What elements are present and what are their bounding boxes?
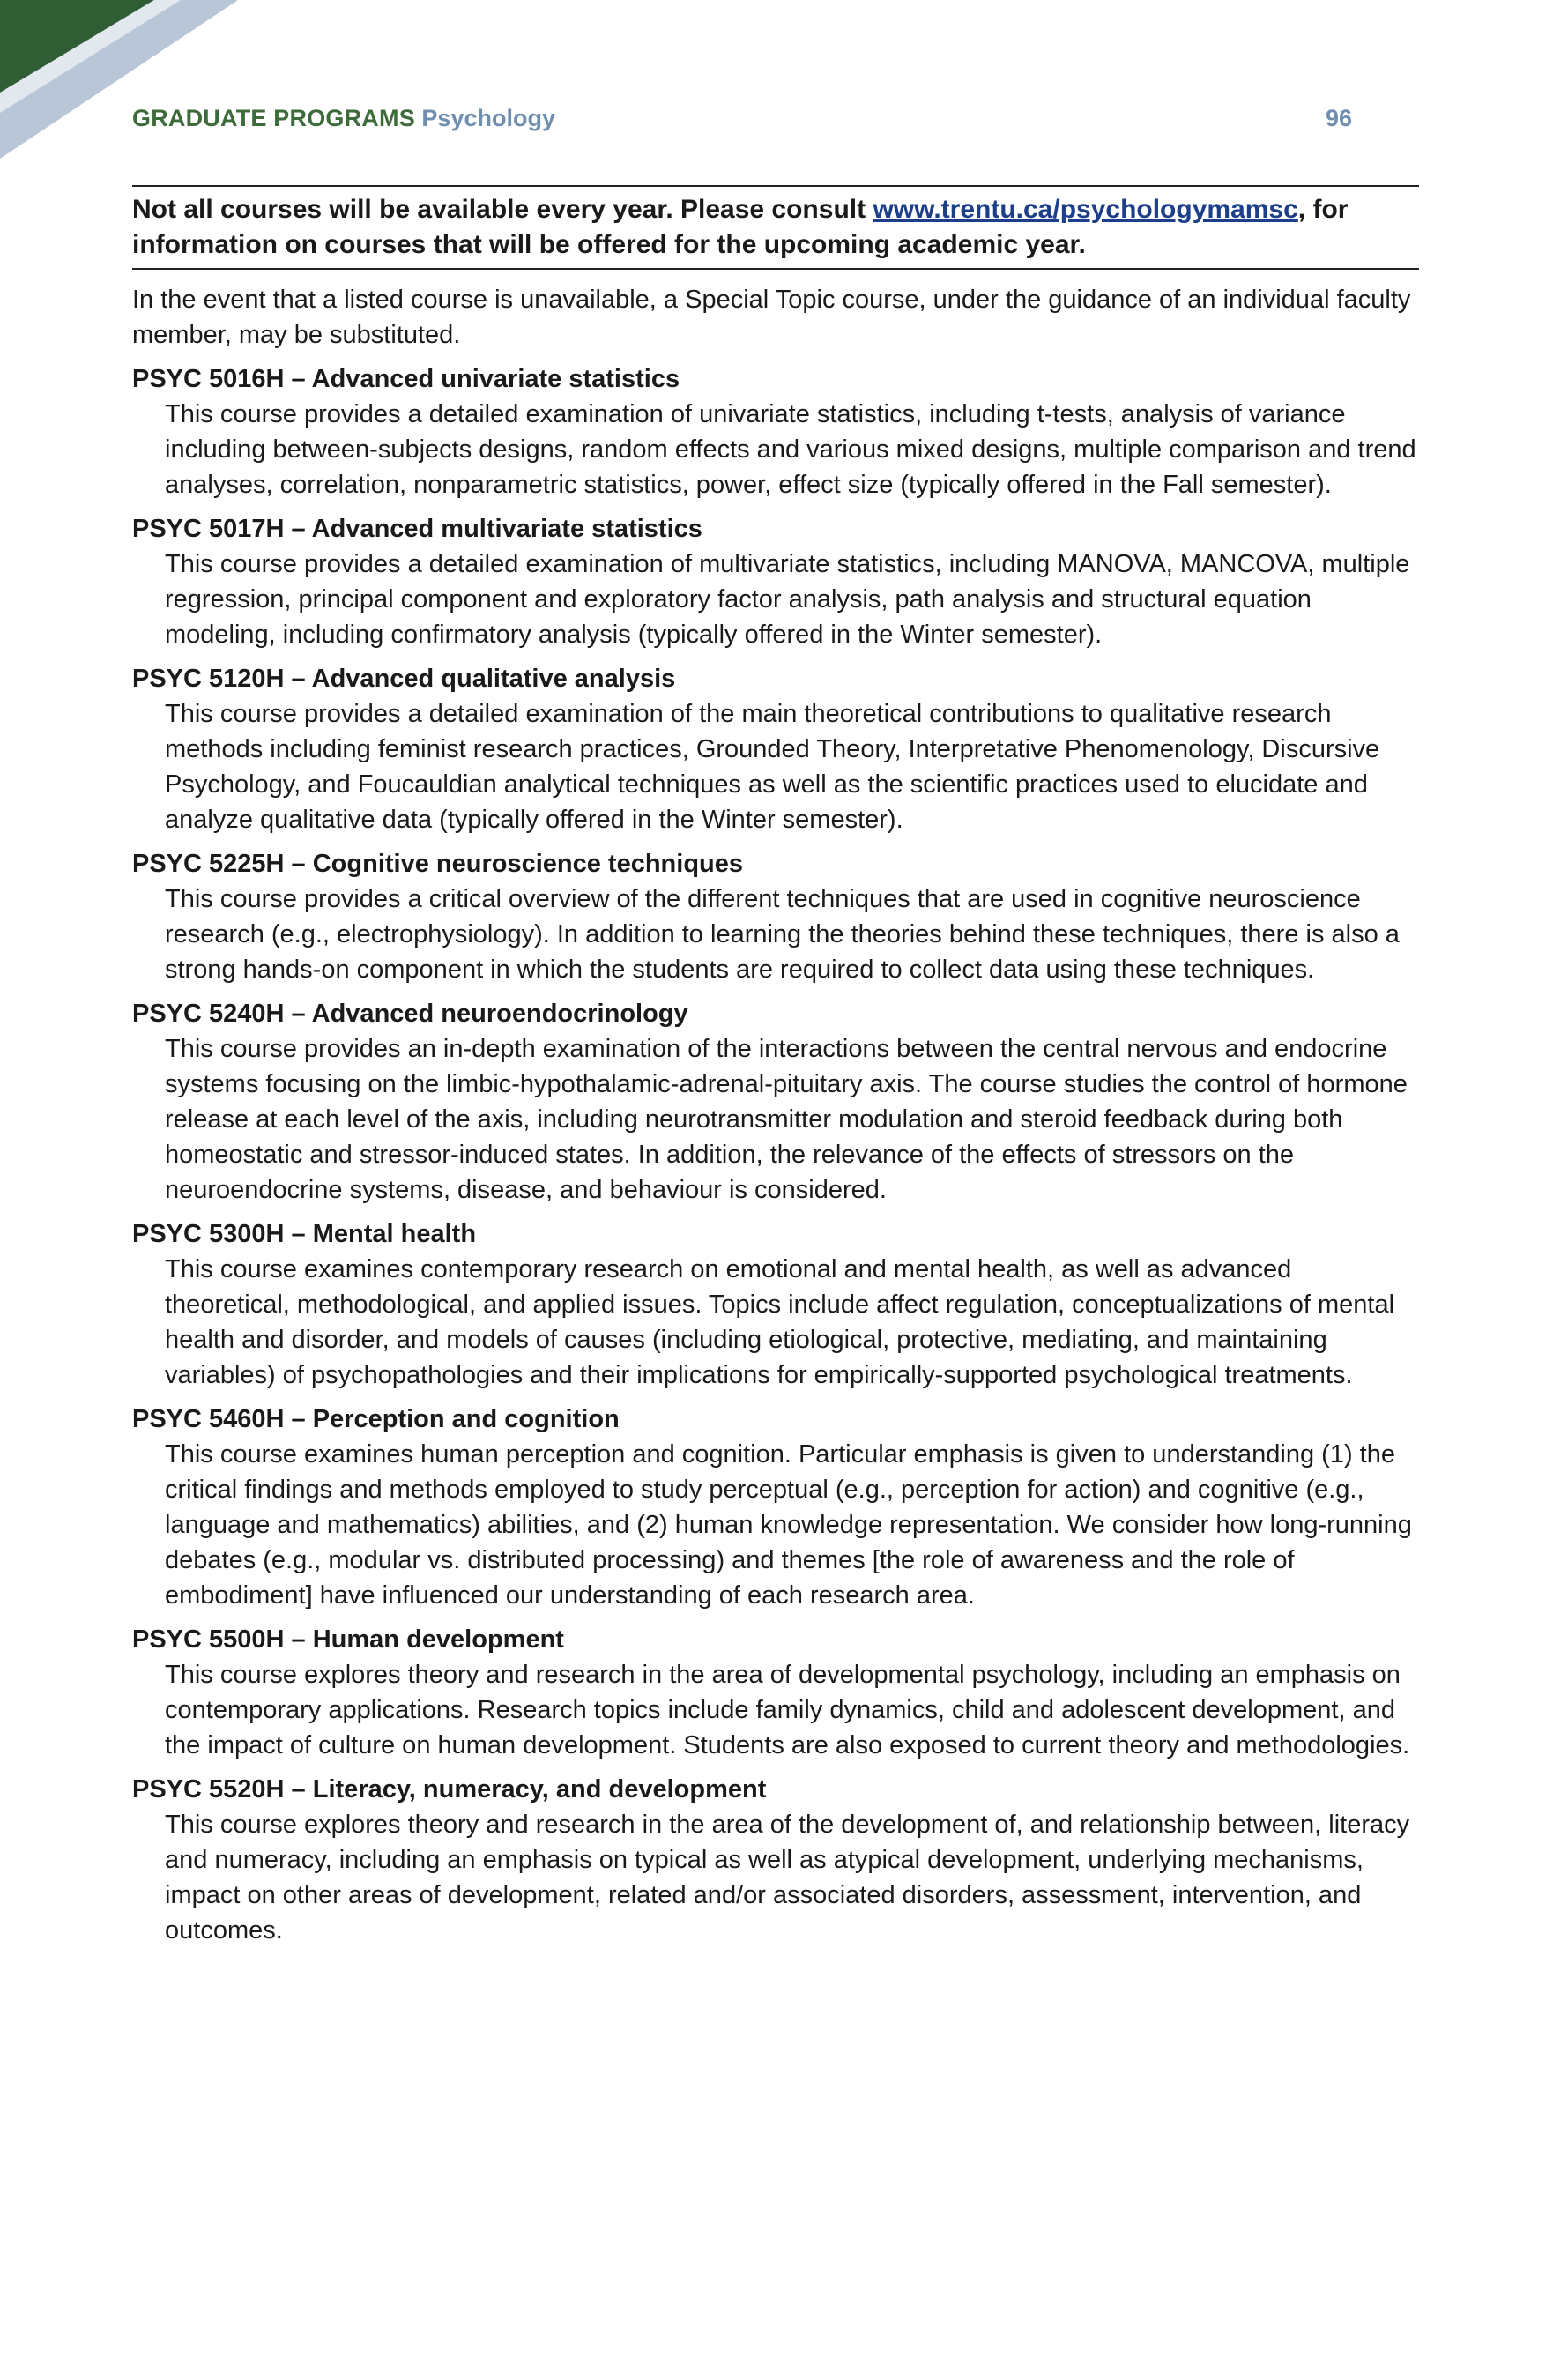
course-description: This course examines human perception and cognition. Particular emphasis is given to understanding (1) the critical findings and methods employed to study perceptual (e.g., perception for action) and cognitive (e.g., language and mathematics) abilities, and (2) human knowledge representation. We consider how long-running debates (e.g., modular vs. distributed processing) and themes [the role of awareness and the role of embodiment] have influenced our understanding of each research area.: [165, 1440, 1412, 1610]
course-title: PSYC 5016H – Advanced univariate statistics: [132, 365, 680, 393]
course-description: This course provides a detailed examination of multivariate statistics, including MANOVA, MANCOVA, multiple regression, principal component and exploratory factor analysis, path analysis and structural equation modeling, including confirmatory analysis (typically offered in the Winter semester).: [165, 550, 1410, 649]
course-entry: [132, 1622, 1419, 1763]
course-entry: [132, 1772, 1419, 1948]
program-website-link[interactable]: www.trentu.ca/psychologymamsc: [873, 195, 1298, 224]
availability-notice: [132, 185, 1419, 270]
course-description: This course provides a critical overview of the different techniques that are used in cognitive neuroscience research (e.g., electrophysiology). In addition to learning the theories behind these techniques, there is also a strong hands-on component in which the students are required to collect data using these techniques.: [165, 885, 1400, 984]
course-title: PSYC 5225H – Cognitive neuroscience techniques: [132, 850, 744, 878]
course-title: PSYC 5017H – Advanced multivariate statistics: [132, 515, 702, 543]
course-entry: [132, 846, 1419, 987]
running-header: [132, 100, 1421, 136]
header-subject: Psychology: [421, 105, 555, 131]
course-entry: [132, 1402, 1419, 1613]
course-description: This course provides a detailed examination of the main theoretical contributions to qualitative research methods including feminist research practices, Grounded Theory, Interpretative Phenomenology, Discursive Psychology, and Foucauldian analytical techniques as well as the scientific practices used to elucidate and analyze qualitative data (typically offered in the Winter semester).: [165, 700, 1380, 834]
course-description: This course provides a detailed examination of univariate statistics, including t-tests, analysis of variance including between-subjects designs, random effects and various mixed designs, multiple comparison and trend analyses, correlation, nonparametric statistics, power, effect size (typically offered in the Fall semester).: [165, 400, 1416, 499]
page-number: 96: [1325, 105, 1352, 131]
notice-text-start: Not all courses will be available every year. Please consult: [132, 195, 873, 224]
course-entry: [132, 1216, 1419, 1393]
course-title: PSYC 5460H – Perception and cognition: [132, 1405, 620, 1433]
course-list: [132, 361, 1419, 1948]
course-title: PSYC 5240H – Advanced neuroendocrinology: [132, 1000, 688, 1028]
course-description: This course provides an in-depth examination of the interactions between the central nervous and endocrine systems focusing on the limbic-hypothalamic-adrenal-pituitary axis. The course studies the control of hormone release at each level of the axis, including neurotransmitter modulation and steroid feedback during both homeostatic and stressor-induced states. In addition, the relevance of the effects of stressors on the neuroendocrine systems, disease, and behaviour is considered.: [165, 1035, 1408, 1204]
course-description: This course explores theory and research in the area of developmental psychology, including an emphasis on contemporary applications. Research topics include family dynamics, child and adolescent development, and the impact of culture on human development. Students are also exposed to current theory and methodologies.: [165, 1661, 1410, 1759]
course-entry: [132, 996, 1419, 1208]
course-description: This course examines contemporary research on emotional and mental health, as well as advanced theoretical, methodological, and applied issues. Topics include affect regulation, conceptualizations of mental health and disorder, and models of causes (including etiological, protective, mediating, and maintaining variables) of psychopathologies and their implications for empirically-supported psychological treatments.: [165, 1255, 1395, 1389]
header-section: GRADUATE PROGRAMS: [132, 105, 415, 131]
course-title: PSYC 5300H – Mental health: [132, 1220, 477, 1248]
course-entry: [132, 511, 1419, 652]
course-title: PSYC 5120H – Advanced qualitative analysis: [132, 665, 676, 693]
notice-text-end: , for information on courses that will be offered for the upcoming academic year.: [132, 195, 1349, 259]
course-title: PSYC 5520H – Literacy, numeracy, and development: [132, 1775, 767, 1804]
course-description: This course explores theory and research in the area of the development of, and relationship between, literacy and numeracy, including an emphasis on typical as well as atypical development, underlying mechanisms, impact on other areas of development, related and/or associated disorders, assessment, intervention, and outcomes.: [165, 1811, 1410, 1945]
course-entry: [132, 361, 1419, 502]
course-entry: [132, 661, 1419, 837]
page-content: [132, 185, 1419, 1948]
intro-paragraph: In the event that a listed course is unavailable, a Special Topic course, under the guidance of an individual faculty member, may be substituted.: [132, 286, 1411, 349]
course-title: PSYC 5500H – Human development: [132, 1625, 564, 1654]
